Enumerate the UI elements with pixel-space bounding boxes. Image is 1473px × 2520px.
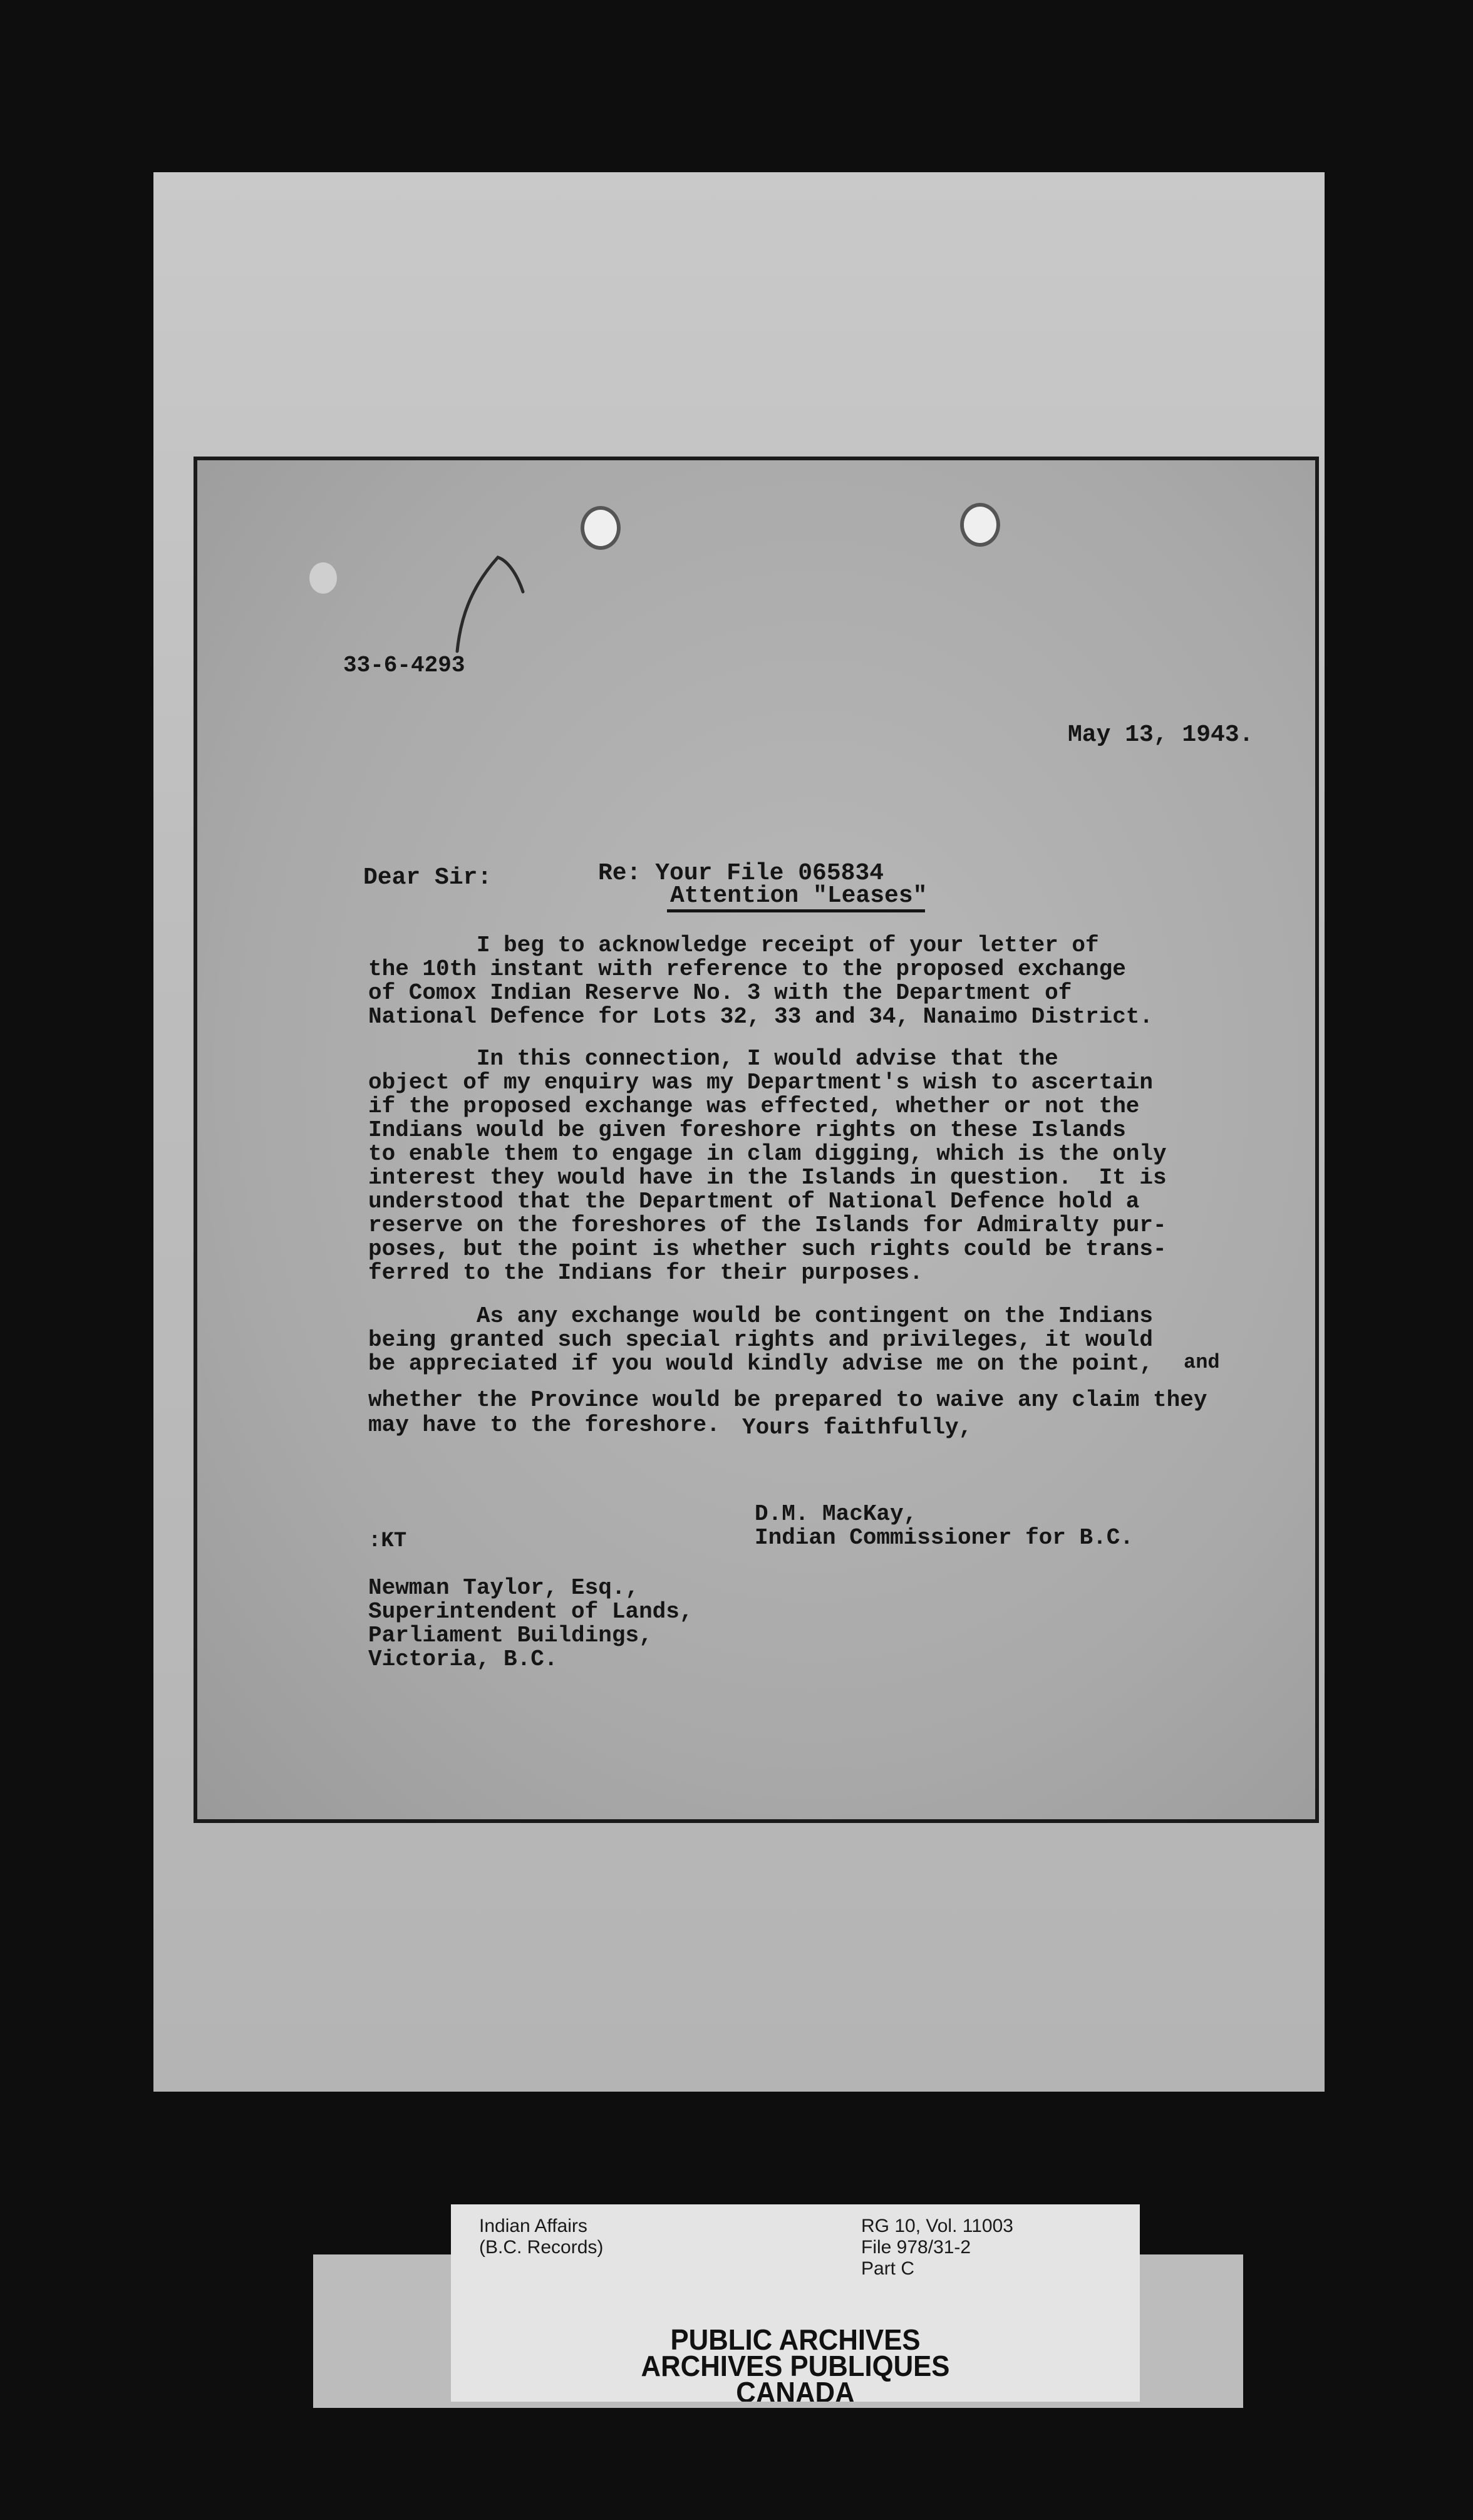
record-group: RG 10, Vol. 11003 [861, 2216, 1013, 2236]
file-number: 33-6-4293 [343, 653, 465, 678]
body-line: In this connection, I would advise that the [368, 1046, 1058, 1072]
stamp-line: PUBLIC ARCHIVES [670, 2323, 921, 2356]
signatory-title: Indian Commissioner for B.C. [755, 1525, 1134, 1551]
salutation: Dear Sir: [363, 864, 492, 891]
letter-date: May 13, 1943. [1068, 721, 1254, 748]
body-line: being granted such special rights and privileges, it would [368, 1327, 1154, 1353]
body-line: understood that the Department of National Defence hold a [368, 1189, 1140, 1214]
part-reference: Part C [861, 2258, 915, 2279]
body-line: of Comox Indian Reserve No. 3 with the Department of [368, 980, 1072, 1006]
re-line: Re: Your File 065834 [598, 860, 884, 887]
typist-initials: :KT [368, 1529, 407, 1553]
signatory-name: D.M. MacKay, [755, 1501, 917, 1527]
punch-hole-faint [309, 562, 337, 594]
collection-subtitle: (B.C. Records) [479, 2237, 604, 2258]
address-line: Victoria, B.C. [368, 1646, 558, 1672]
collection-name: Indian Affairs [479, 2216, 587, 2236]
archives-stamp [451, 2323, 1140, 2402]
body-line: whether the Province would be prepared to waive any claim they [368, 1387, 1207, 1413]
punch-hole [960, 503, 1000, 547]
body-line: interest they would have in the Islands in question. It is [368, 1165, 1167, 1190]
address-line: Newman Taylor, Esq., [368, 1575, 639, 1601]
address-line: Superintendent of Lands, [368, 1599, 693, 1624]
body-line: poses, but the point is whether such rights could be trans- [368, 1236, 1167, 1262]
body-line: reserve on the foreshores of the Islands for Admiralty pur- [368, 1212, 1167, 1238]
body-line: I beg to acknowledge receipt of your letter of [368, 932, 1099, 958]
punch-hole [581, 506, 621, 550]
body-line: to enable them to engage in clam digging, which is the only [368, 1141, 1167, 1167]
stamp-line: ARCHIVES PUBLIQUES [641, 2350, 950, 2382]
address-line: Parliament Buildings, [368, 1623, 653, 1648]
body-line: object of my enquiry was my Department's wish to ascertain [368, 1070, 1154, 1095]
body-line: ferred to the Indians for their purposes. [368, 1260, 923, 1286]
body-line: if the proposed exchange was effected, whether or not the [368, 1093, 1140, 1119]
re-attention: Attention "Leases" [670, 882, 928, 909]
body-line: National Defence for Lots 32, 33 and 34, Nanaimo District. [368, 1004, 1154, 1030]
re-underline [667, 909, 925, 912]
complimentary-close: Yours faithfully, [742, 1415, 973, 1440]
file-reference: File 978/31-2 [861, 2237, 971, 2258]
pencil-check-mark [438, 551, 539, 658]
inserted-word: and [1184, 1351, 1220, 1374]
body-line: As any exchange would be contingent on the Indians [368, 1303, 1154, 1329]
body-line: Indians would be given foreshore rights on these Islands [368, 1117, 1126, 1143]
body-line: the 10th instant with reference to the proposed exchange [368, 956, 1126, 982]
stamp-line: CANADA [736, 2376, 855, 2402]
body-line: may have to the foreshore. [368, 1412, 720, 1438]
archive-label [451, 2204, 1140, 2402]
body-line: be appreciated if you would kindly advise me on the point, [368, 1351, 1154, 1376]
